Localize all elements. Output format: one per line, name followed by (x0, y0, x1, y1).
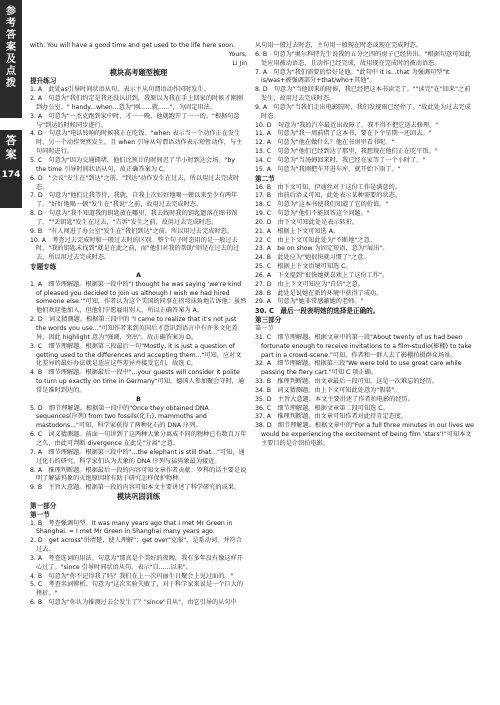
letter-signature: Li Jin (232, 59, 247, 67)
answer-item: 5. C 句意为"因为交通拥堵，他们比预计的时间迟了半小时到达会场。"by the time 引导时间状语从句，故正确答案为 C。 (30, 156, 235, 173)
sidebar-char: 案 (5, 148, 17, 161)
answer-item: 21. A 根据上下文可知选 A。 (255, 227, 340, 235)
answer-item: 7. D 句意为"他们让我等待，我就，自我上次好好地喝一顿以来至少有两年了。"好好地喝一顿"发生在"我说"之前，故用过去完成时态。 (30, 192, 238, 209)
answer-item: 2. D get across"讲清楚，使人理解"；get over"克服"，是系动词，并符合过去。 (30, 537, 242, 554)
answer-item: 34. B 词义猜测题。由上下文可知此处意为"假装"。 (255, 386, 401, 394)
answer-item: 4. D 句意为"电话铃响的时候我正在吃饭。"when 表示当一个动作正在发生时，另一个动作突然发生，且 when 引导从句谓语动作表示短暂动作，与主句同时进行。 (30, 130, 243, 156)
answer-item: 25. C 根据上下文语境可知选 C。 (255, 263, 352, 271)
subsection-heading: 第一节 (30, 510, 50, 519)
answer-item: 29. A 句意为"她非常感激她的老师。" (255, 298, 364, 306)
answer-item: 9. A 句意为"当我们走出电影院时，我们发现雨已经停了。"故此处为过去完成时态。 (255, 103, 471, 120)
answer-item: 33. B 推理判断题。由文章最后一段可知，这是一次难忘的经历。 (255, 378, 439, 386)
answer-item: 6. B 句意为"你认为推测过去会发生了？"since"自从"，由它引导的从句中 (30, 599, 237, 607)
sidebar (0, 0, 22, 705)
answer-item: 38. D 细节理解题。根据文章中的"For a full three minutes in our lives we would be experiencing the excitement of being film 'stars'!"可知本文主要目的是介绍拍电影。 (255, 422, 474, 447)
sidebar-section-tab (0, 130, 22, 208)
passage-label: B (136, 395, 141, 403)
answer-item: 9. B 主旨大意题。根据第一段的内容可知本文主要讲述了科学研究的成果。 (30, 484, 241, 492)
answer-item: 从句用一般过去时态，主句用一般现在时态或现在完成时态。 (255, 42, 423, 49)
answer-item: 26. A 下文提到"很快她就喜欢上了这份工作"。 (255, 271, 389, 279)
answer-item: 7. A 句意为"我们需要的恰好是他。"此句中 it is...that 为强调句型"It is/was+被强调部分+that/who+其他"。 (255, 68, 450, 85)
letter-closing: Yours, (228, 50, 247, 58)
answer-item: 31. C 细节理解题。根据文章中的第一段"About twenty of us had been fortunate enough to receive invitations to a film-studio(影棚) to take part in a crowd-scene."可知，作者和一群人去了影棚拍摄群众场景。 (255, 333, 472, 359)
sidebar-char: 点 (6, 66, 16, 77)
answer-item: 28. B 此处是说她在新的环境中获得了成功。 (255, 289, 383, 297)
answer-item: 32. A 细节理解题。根据第三段"We were told to use great care while passing the fiery cart."可知 C 项正确。 (255, 360, 462, 377)
answer-item: 16. B 由下文可知，伊迪丝对于这份工作是满意的。 (255, 183, 401, 191)
answer-item: 8. A 推理判断题。根据最后一段的内容可知文章作者贡献：罗科的话主要是说明了解猛犸象的灭绝原因将有助于研究怎样保护物种。 (30, 466, 247, 483)
answer-item: 1. B 考查强调句型。It was many years ago that I met Mr Green in Shanghai. = I met Mr Green in Shanghai many years ago. (30, 519, 233, 536)
sidebar-char: 拨 (6, 78, 16, 89)
answer-item: 3. C 细节理解题。根据第三段最后一句"Mostly, it is just a question of getting used to the differences and accepting them..."可知，应对文化差异的最好办法就是适应这些差异并接受它们，故选 C。 (30, 342, 242, 368)
answer-item: 15. A 句意为"我刚把车开进车库，就开始下雨了。" (255, 165, 401, 173)
answer-item: 18. C 句意为"这本书使我们知道了它的价值。" (255, 201, 389, 209)
answer-item: 13. C 句意为"他们已经到达了那里，我想现在他们正在吃午饭。" (255, 148, 438, 156)
subsection-heading: 第一部分 (30, 501, 57, 510)
answer-item: 19. C 句意为"他们不能回答这个问题。" (255, 210, 370, 218)
answer-item: 5. D 细节理解题。根据第一段中的"Once they obtained DNA sequences(序列) from two fossils(化石), mammoths and mastodons..."可知，科学家获得了两种化石的 DNA 序列。 (30, 404, 209, 430)
answer-item: 37. A 推理判断题。由文章可知作者对此持肯定态度。 (255, 413, 408, 421)
answer-item: 5. C 考查名词辨析。句意为"这次实验失败了，对于科学家来说是一个巨大的挫折。" (30, 581, 244, 598)
sidebar-char: 及 (6, 54, 16, 65)
answer-item: 1. A 此处as引导时间状语从句，表示主从句谓语动作同时发生。 (30, 86, 210, 94)
answer-item: 1. A 细节理解题。根据第一段中的"I thought he was saying 'we're kind of pleased you decided to join us although I wish we had hired someone else.'"可知，作者认为这个美国的同事在拐弯抹角地告诉他：虽然他们欢迎他加入，但他们宁愿雇用别人，所以正确答案为 A。 (30, 280, 247, 315)
subsection-heading: 第三部分 (255, 316, 282, 325)
answer-item: 14. C 句意为"当汤姆回来时，我已经在家等了一个小时了。" (255, 156, 426, 164)
sidebar-char: 答 (5, 134, 17, 147)
sidebar-char: 参 (6, 6, 16, 17)
section-heading: 模块巩固训练 (116, 492, 161, 502)
answer-item: 6. C 词义猜测题。前面一句讲到了这两种大象分离成不同的物种已有数百万年之久，由此可判断 divergence 在此是"分离"之意。 (30, 431, 247, 447)
answer-item: 6. B 句意为"奥尔科特先生说我的五分之四的房子已经售出。"根据句意可知此处应用被动语态，且动作已经完成，故用现在完成时的被动语态。 (255, 50, 471, 67)
passage-label: A (136, 271, 141, 279)
subsection-heading: 第二节 (255, 174, 275, 183)
answer-item: 17. B 由前后语义可知，此处表示某种需要的状态。 (255, 192, 401, 200)
answer-item: 8. D 句意为"我不知道我的钥匙放在哪里，我去找时我的钥匙遗落在图书馆了。""丢钥匙"发生在过去，"告诉"发生之前，故用过去完成时态。 (30, 210, 238, 226)
answer-item: 第一节 (255, 325, 274, 332)
answer-item: 27. D 由上下文可知应为"自信"之意。 (255, 280, 364, 288)
answer-item: 36. C 细节理解题。根据文章第二段可知选 C。 (255, 404, 389, 412)
answer-item: 7. A 细节理解题。根据第三段中的"...the elephant is still that..."可知，通过化石的研究，科学家们认为大象的 DNA 序列与猛犸象最为接近。 (30, 448, 245, 465)
answer-item: 24. B 此处应为"她很快就习惯了"之意。 (255, 254, 370, 262)
answer-item: 3. A 句意为"一杰克跑到家中时，才一一晚，他就跑开了一一的。"根据句意与"到达的时候同步进行。 (30, 112, 240, 129)
answer-item: 8. D 句意为"当他回来的时候，我已经把这本书读完了。""读完"在"回来"之前发生，故用过去完成时态。 (255, 86, 471, 103)
right-column (255, 42, 475, 449)
section-heading: 模块高考题型梳理 (109, 67, 168, 77)
sidebar-char: 考 (6, 18, 16, 29)
sidebar-char: 案 (6, 42, 16, 53)
letter-line: with. You will have a good time and get used to the life here soon. (30, 42, 235, 49)
answer-item: 3. A 考查连词的用法。句意为"那真是个美好的夜晚，我有多年没有像这样开心过了。"since 引导时间状语从句，表示"自......以来"。 (30, 554, 243, 571)
answer-item: 6. D "会议"发生在"到达"之前，"到达"动作发生在过去，所以用过去完成时态。 (30, 174, 240, 191)
answer-item: 10. A 考查过去完成时和一般过去时的区别。整个句子时态用的是一般过去时，"我的钥匙未找到"就是在此之前，而"他们对我的帮助"则是在过去的过去，所以用过去完成时态。 (30, 236, 240, 262)
answer-item: 20. D 由下文可知此处是表示转折。 (255, 218, 359, 226)
answer-item: 35. D 主旨大意题。本文主要讲述了作者拍电影的经历。 (255, 395, 414, 403)
answer-item: 9. B "有人闯进了办公室"发生在"我们到达"之前，所以用过去完成时态。 (30, 227, 233, 235)
answer-item: 23. A be on show 为固定短语，意为"展出"。 (255, 245, 389, 253)
answer-item: 4. B 句意为"你不记得我了吗？我们在上一次玛丽生日聚会上见过面的。" (30, 572, 234, 580)
page-number: 174 (1, 170, 21, 180)
subsection-heading: 提升练习 (30, 77, 57, 86)
answer-item: 2. D 词义猜测题。根据第三段中的 "I came to realize that it's not just the words you use..."可知作者来到英国后才意识到语言中有许多文化差异，因此 highlight 意为"强调，突出"，故正确答案为 D。 (30, 316, 238, 341)
answer-item: 12. A 句意为"他在做什么？他在书房里看书呢。" (255, 139, 395, 147)
answer-item: 11. A 句意为"我一周前借了这本书，要在下个星期一还回去。" (255, 130, 432, 138)
answer-item: 4. B 细节理解题。根据最后一段中"...your guests will consider it polite to turn up exactly on time in Germany"可知，德国人参加聚会守时，通常是准时到达的。 (30, 369, 245, 394)
answer-item: 2. A 句意为"我们约定是我还没认识到，我原以为我在手上回家的时候才刚刚到办公室。" handy...when...意为"刚......就......"，为固定用法。 (30, 95, 243, 111)
left-column (30, 42, 247, 608)
sidebar-char: 答 (6, 30, 16, 41)
subsection-heading: 专题专练 (30, 263, 57, 272)
sidebar-answer-tab (0, 0, 22, 118)
answer-item: 22. C 由上下文可知此处为"不断地"之意。 (255, 236, 376, 244)
answer-item: 10. D 句意为"我的汽车最近出故障了，我不得不把它送去修理。" (255, 121, 439, 129)
subsection-heading: 30. C 最后一段表明她的选择是正确的。 (255, 307, 380, 316)
